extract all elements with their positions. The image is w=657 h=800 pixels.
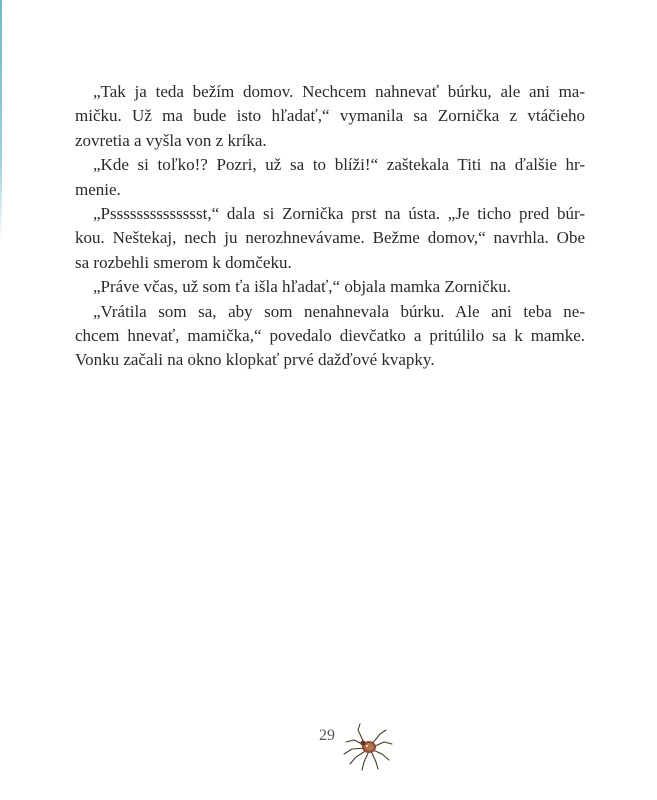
paragraph [75,275,585,299]
text-line: „Práve včas, už som ťa išla hľadať,“ objala mamka Zorničku. [93,277,511,297]
page-edge-strip [0,0,2,800]
text-line: „Tak ja teda bežím domov. Nechcem nahnevať búrku, ale ani ma- [93,82,585,101]
paragraph [75,80,585,153]
story-text [75,80,585,373]
text-line: „Psssssssssssssst,“ dala si Zornička prst na ústa. „Je ticho pred búr- [93,204,585,224]
text-line: zovretia a vyšla von z kríka. [75,130,267,150]
text-line: mičku. Už ma bude isto hľadať,“ vymanila sa Zornička z vtáčieho [75,106,585,126]
page-footer [0,722,657,782]
spider-bug-icon [342,722,394,772]
paragraph [75,153,585,202]
text-line: „Kde si toľko!? Pozri, už sa to blíži!“ zaštekala Titi na ďalšie hr- [93,155,585,175]
text-line: sa rozbehli smerom k domčeku. [75,252,292,272]
text-line: kou. Neštekaj, nech ju nerozhnevávame. Bežme domov,“ navrhla. Obe [75,228,585,248]
text-line: „Vrátila som sa, aby som nenahnevala búrku. Ale ani teba ne- [93,301,585,321]
paragraph [75,202,585,275]
text-line: menie. [75,179,121,199]
page-number: 29 [319,727,335,744]
text-line: chcem hnevať, mamička,“ povedalo dievčatko a pritúlilo sa k mamke. [75,326,585,346]
paragraph [75,300,585,373]
text-line: Vonku začali na okno klopkať prvé dažďové kvapky. [75,350,435,370]
